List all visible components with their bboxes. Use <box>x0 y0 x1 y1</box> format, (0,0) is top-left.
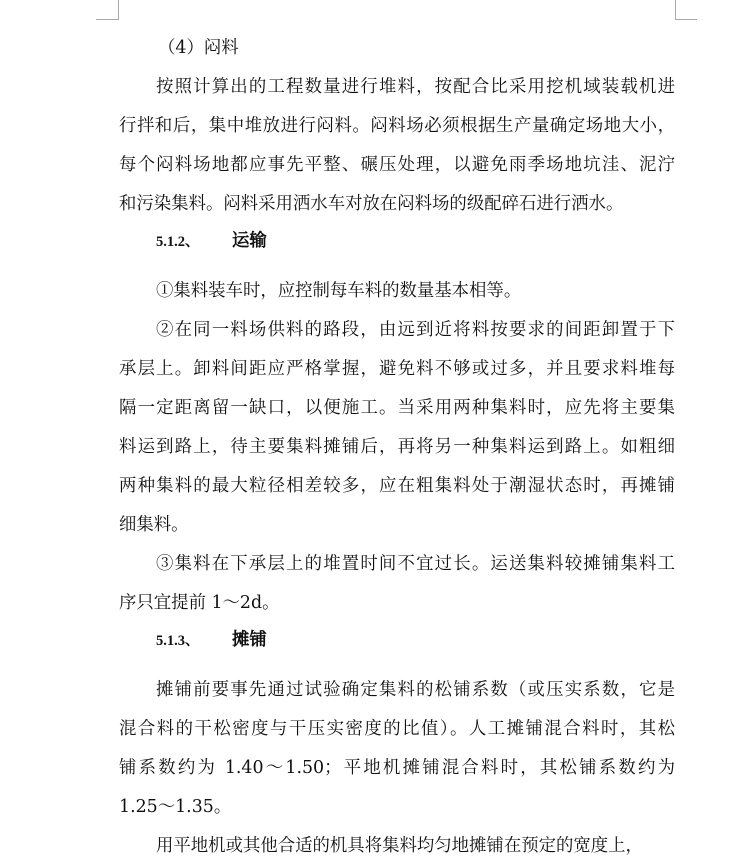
paragraph-line: 混合料的干松密度与干压实密度的比值）。人工摊铺混合料时，其松 <box>119 719 675 739</box>
crop-mark-top-left-vertical <box>118 0 119 20</box>
paragraph-stockpiling <box>119 68 675 224</box>
section-heading-5-1-2 <box>119 224 675 272</box>
section-heading-5-1-3 <box>119 623 675 671</box>
paragraph-line: 1.25～1.35。 <box>119 797 232 817</box>
document-body <box>119 29 675 866</box>
paragraph-line: 细集料。 <box>119 515 189 535</box>
section-heading-4: （4）闷料 <box>158 38 239 58</box>
paragraph-grader-spreading <box>119 827 675 866</box>
paragraph-line: 和污染集料。闷料采用洒水车对放在闷料场的级配碎石进行洒水。 <box>119 194 624 214</box>
section-title: 摊铺 <box>232 630 267 650</box>
paragraph-unloading <box>119 311 675 545</box>
paragraph-line: 序只宜提前 1～2d。 <box>119 593 280 613</box>
paragraph-line: ③集料在下承层上的堆置时间不宜过长。运送集料较摊铺集料工 <box>156 554 675 574</box>
paragraph-line: 隔一定距离留一缺口，以便施工。当采用两种集料时，应先将主要集 <box>119 398 675 418</box>
paragraph-line: 料运到路上，待主要集料摊铺后，再将另一种集料运到路上。如粗细 <box>119 437 675 457</box>
paragraph-line: 铺系数约为 1.40～1.50；平地机摊铺混合料时，其松铺系数约为 <box>119 758 675 778</box>
crop-mark-top-right-vertical <box>675 0 676 20</box>
crop-mark-top-left-horizontal <box>96 19 119 20</box>
paragraph-line: ①集料装车时，应控制每车料的数量基本相等。 <box>156 281 522 301</box>
section-number: 5.1.3、 <box>156 633 200 649</box>
paragraph-line: 行拌和后，集中堆放进行闷料。闷料场必须根据生产量确定场地大小， <box>119 116 675 136</box>
section-title: 运输 <box>232 231 267 251</box>
paragraph-line: 承层上。卸料间距应严格掌握，避免料不够或过多，并且要求料堆每 <box>119 359 675 379</box>
paragraph-line: 按照计算出的工程数量进行堆料，按配合比采用挖机域装载机进 <box>156 77 675 97</box>
paragraph-spreading-coefficient <box>119 671 675 827</box>
paragraph-loading <box>119 272 675 311</box>
paragraph-line: 用平地机或其他合适的机具将集料均匀地摊铺在预定的宽度上， <box>156 836 643 856</box>
paragraph-line: 两种集料的最大粒径相差较多，应在粗集料处于潮湿状态时，再摊铺 <box>119 476 675 496</box>
paragraph-line: 摊铺前要事先通过试验确定集料的松铺系数（或压实系数，它是 <box>156 680 675 700</box>
crop-mark-top-right-horizontal <box>675 19 697 20</box>
paragraph-line: 每个闷料场地都应事先平整、碾压处理，以避免雨季场地坑洼、泥泞 <box>119 155 675 175</box>
paragraph-stacking-time <box>119 545 675 623</box>
section-number: 5.1.2、 <box>156 234 200 250</box>
paragraph-line: ②在同一料场供料的路段，由远到近将料按要求的间距卸置于下 <box>156 320 675 340</box>
